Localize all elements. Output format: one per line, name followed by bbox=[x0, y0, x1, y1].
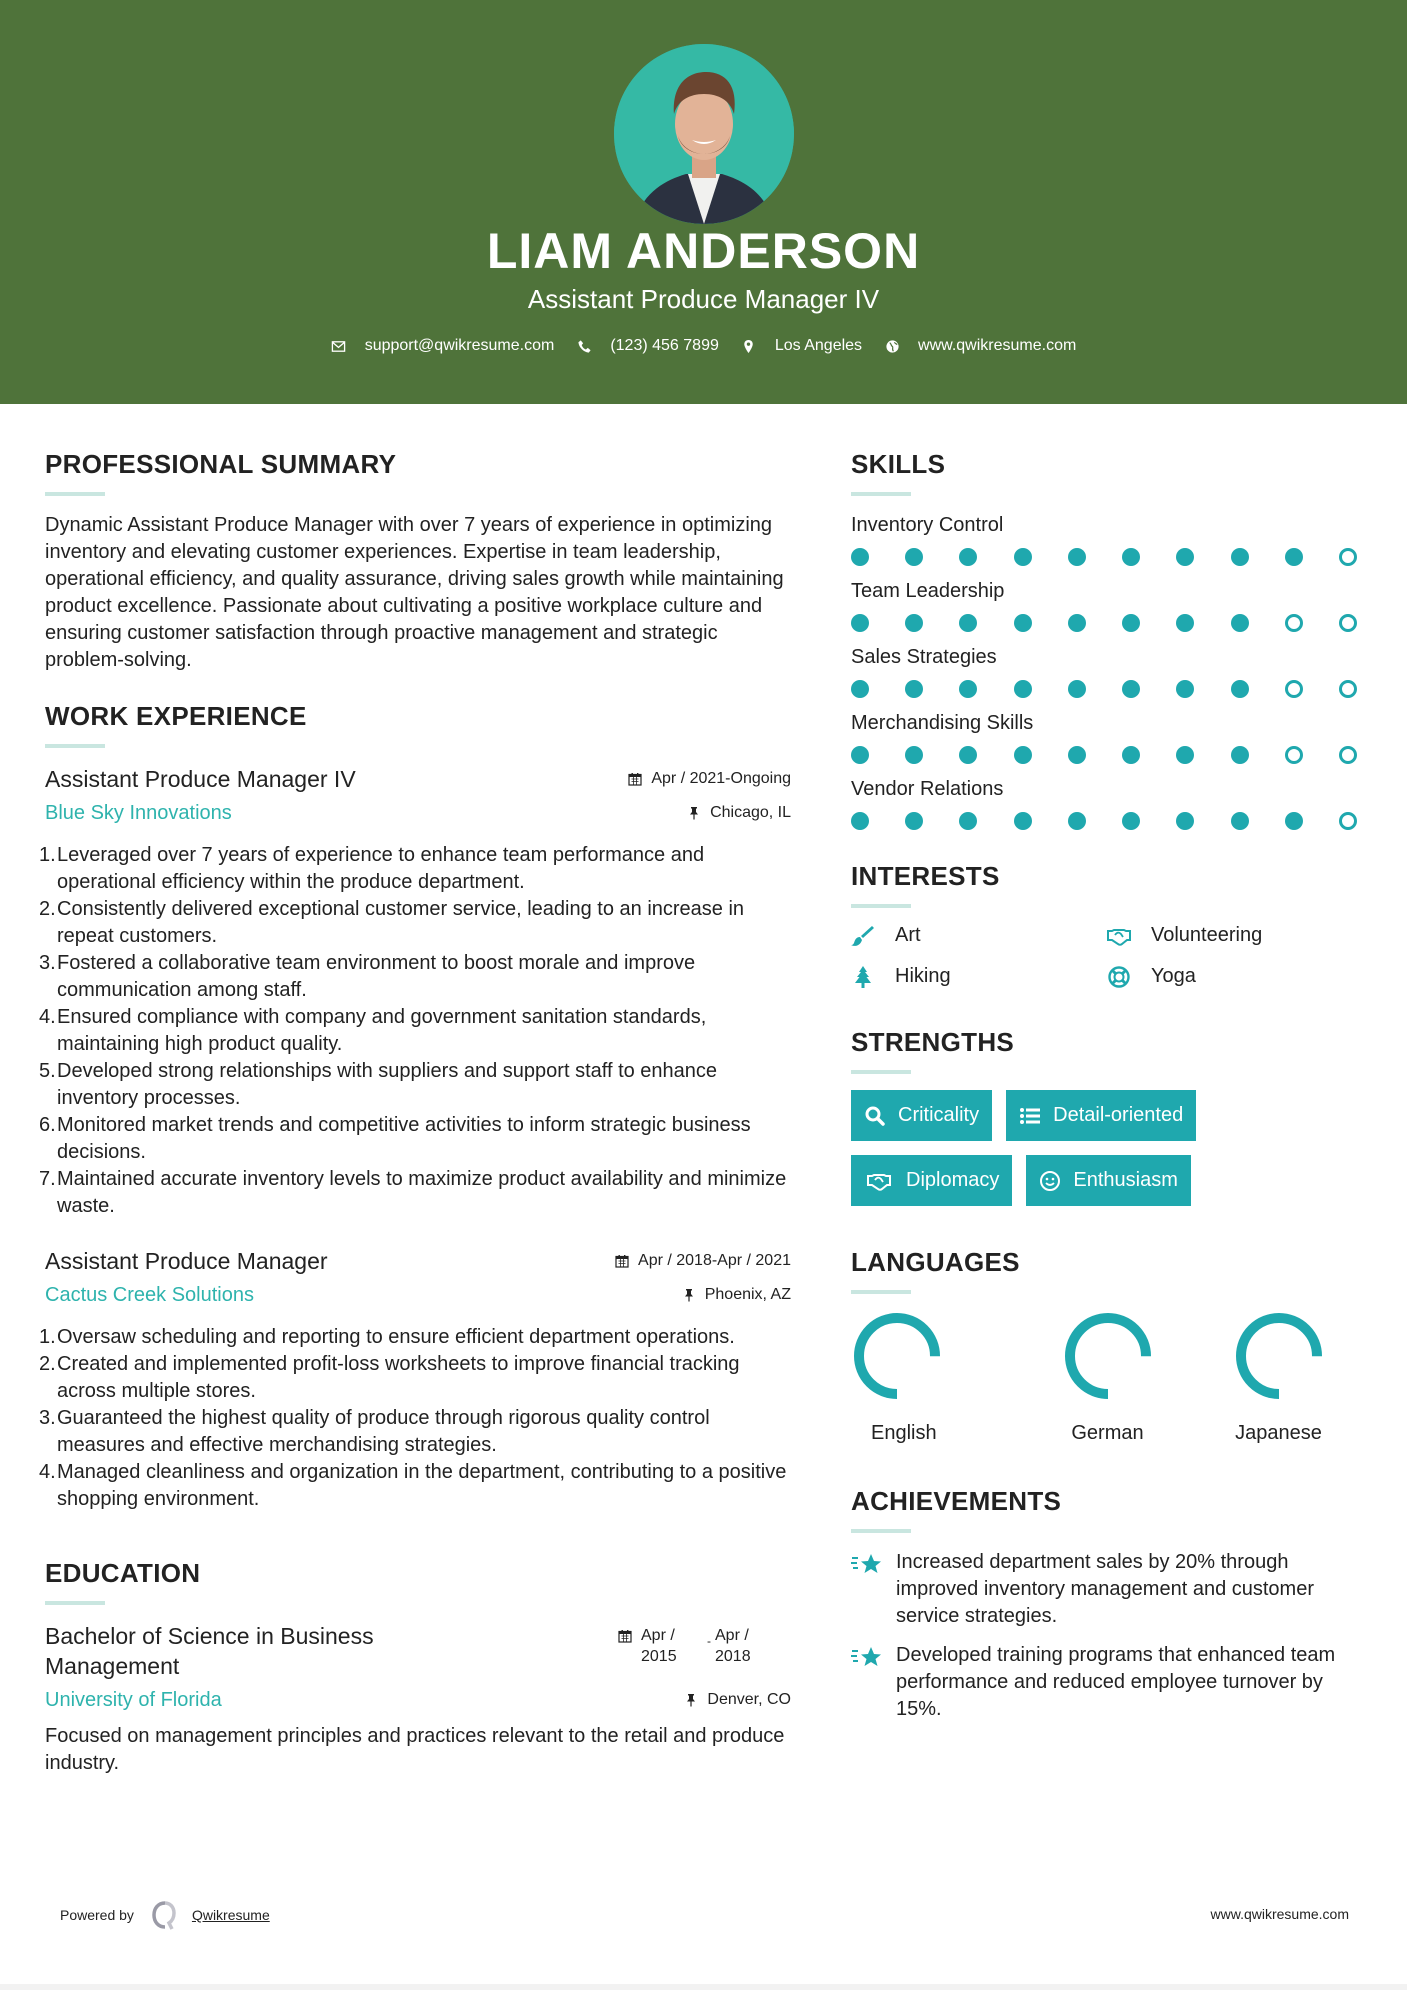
language-proficiency-ring bbox=[1062, 1310, 1154, 1402]
heading-underline bbox=[851, 1529, 911, 1533]
language-name: English bbox=[871, 1422, 937, 1444]
rating-dot-empty bbox=[1339, 548, 1357, 566]
duty-item: 3. Fostered a collaborative team environment to boost morale and improve communication among staff. bbox=[39, 952, 696, 1001]
list-icon bbox=[1019, 1105, 1041, 1127]
section-heading: ACHIEVEMENTS bbox=[851, 1486, 1062, 1516]
email-text: support@qwikresume.com bbox=[364, 337, 555, 354]
duty-item: 2. Created and implemented profit-loss worksheets to improve financial tracking across multiple stores. bbox=[39, 1353, 740, 1402]
degree-title: Bachelor of Science in Business Management bbox=[45, 1623, 374, 1679]
section-heading: STRENGTHS bbox=[851, 1027, 1015, 1057]
job-dates-text: Apr / 2018-Apr / 2021 bbox=[638, 1252, 791, 1269]
phone-text: (123) 456 7899 bbox=[610, 337, 719, 354]
rating-dot-filled bbox=[851, 614, 869, 632]
education-dates bbox=[618, 1625, 755, 1667]
skill-item bbox=[851, 644, 1371, 698]
duty-item: 2. Consistently delivered exceptional customer service, leading to an increase in repeat customers. bbox=[39, 898, 745, 947]
globe-icon bbox=[884, 338, 900, 354]
language-proficiency-ring bbox=[851, 1310, 943, 1402]
language-proficiency-ring bbox=[1233, 1310, 1325, 1402]
qwikresume-link[interactable]: Qwikresume bbox=[191, 1907, 270, 1923]
achievements-section bbox=[851, 1485, 1371, 1723]
education-description: Focused on management principles and practices relevant to the retail and produce industry. bbox=[45, 1725, 785, 1774]
candidate-title: Assistant Produce Manager IV bbox=[527, 284, 880, 314]
experience-section bbox=[39, 700, 791, 1513]
duty-item: 1. Oversaw scheduling and reporting to ensure efficient department operations. bbox=[39, 1326, 735, 1348]
map-marker-icon bbox=[741, 338, 757, 354]
rating-dot-filled bbox=[1068, 812, 1086, 830]
rating-dot-filled bbox=[905, 548, 923, 566]
company-name: Blue Sky Innovations bbox=[45, 802, 232, 824]
handshake-icon bbox=[864, 1170, 894, 1192]
duty-item: 5. Developed strong relationships with suppliers and support staff to enhance inventory processes. bbox=[39, 1060, 718, 1109]
rating-dot-filled bbox=[1068, 614, 1086, 632]
powered-by bbox=[60, 1900, 270, 1930]
interest-item bbox=[851, 965, 1107, 988]
strength-label: Detail-oriented bbox=[1053, 1104, 1184, 1126]
summary-section bbox=[45, 448, 791, 674]
footer-website[interactable]: www.qwikresume.com bbox=[1210, 1906, 1349, 1922]
right-column bbox=[851, 448, 1371, 1735]
duty-item: 6. Monitored market trends and competitive activities to inform strategic business decisions. bbox=[39, 1114, 751, 1163]
strength-tag bbox=[1026, 1155, 1191, 1206]
job-dates bbox=[628, 770, 791, 788]
shooting-star-icon bbox=[851, 1642, 885, 1672]
left-column bbox=[39, 448, 791, 1777]
interest-label: Hiking bbox=[895, 965, 951, 987]
rating-dot-filled bbox=[905, 614, 923, 632]
job-title: Assistant Produce Manager IV bbox=[45, 766, 356, 792]
location-text: Los Angeles bbox=[774, 337, 863, 354]
section-heading: WORK EXPERIENCE bbox=[45, 701, 307, 731]
interest-item bbox=[851, 924, 1107, 947]
rating-dot-filled bbox=[1068, 680, 1086, 698]
section-heading: PROFESSIONAL SUMMARY bbox=[45, 449, 397, 479]
website-text: www.qwikresume.com bbox=[918, 337, 1077, 354]
interest-item bbox=[1107, 965, 1357, 988]
skill-rating bbox=[851, 548, 1357, 566]
duty-item: 4. Ensured compliance with company and government sanitation standards, maintaining high product quality. bbox=[39, 1006, 707, 1055]
rating-dot-filled bbox=[1068, 548, 1086, 566]
rating-dot-filled bbox=[1122, 812, 1140, 830]
rating-dot-filled bbox=[959, 548, 977, 566]
achievement-item bbox=[851, 1549, 1371, 1630]
rating-dot-filled bbox=[1068, 746, 1086, 764]
pushpin-icon bbox=[687, 806, 701, 820]
calendar-icon bbox=[615, 1254, 629, 1268]
heading-underline bbox=[851, 1070, 911, 1074]
rating-dot-empty bbox=[1285, 746, 1303, 764]
rating-dot-filled bbox=[1176, 548, 1194, 566]
job-location-text: Chicago, IL bbox=[710, 804, 791, 821]
strength-tag bbox=[851, 1155, 1012, 1206]
envelope-icon bbox=[331, 338, 347, 354]
rating-dot-filled bbox=[959, 680, 977, 698]
person-portrait-icon bbox=[614, 44, 794, 224]
rating-dot-filled bbox=[851, 680, 869, 698]
heading-underline bbox=[851, 1290, 911, 1294]
language-item bbox=[1193, 1310, 1364, 1445]
education-end-date: Apr / 2018 bbox=[715, 1627, 751, 1665]
calendar-icon bbox=[628, 772, 642, 786]
rating-dot-empty bbox=[1339, 680, 1357, 698]
achievement-item bbox=[851, 1642, 1371, 1723]
search-icon bbox=[864, 1105, 886, 1127]
rating-dot-filled bbox=[905, 680, 923, 698]
company-name: Cactus Creek Solutions bbox=[45, 1284, 254, 1306]
language-name: German bbox=[1071, 1422, 1144, 1444]
rating-dot-filled bbox=[1122, 614, 1140, 632]
skill-item bbox=[851, 710, 1371, 764]
heading-underline bbox=[851, 492, 911, 496]
rating-dot-filled bbox=[1014, 680, 1032, 698]
skill-rating bbox=[851, 614, 1357, 632]
school-name: University of Florida bbox=[45, 1689, 222, 1711]
section-heading: SKILLS bbox=[851, 449, 946, 479]
rating-dot-empty bbox=[1285, 680, 1303, 698]
skill-rating bbox=[851, 746, 1357, 764]
strength-label: Diplomacy bbox=[906, 1169, 1000, 1191]
tree-icon bbox=[851, 966, 877, 988]
duties-list bbox=[39, 842, 791, 1220]
skill-name: Team Leadership bbox=[851, 580, 1005, 602]
pushpin-icon bbox=[684, 1693, 698, 1707]
rating-dot-filled bbox=[1014, 548, 1032, 566]
rating-dot-empty bbox=[1285, 614, 1303, 632]
rating-dot-filled bbox=[1014, 614, 1032, 632]
heading-underline bbox=[45, 492, 105, 496]
job-entry bbox=[39, 764, 791, 1220]
skills-section bbox=[851, 448, 1371, 830]
language-name: Japanese bbox=[1235, 1422, 1322, 1444]
rating-dot-empty bbox=[1339, 746, 1357, 764]
rating-dot-filled bbox=[851, 548, 869, 566]
job-location-text: Phoenix, AZ bbox=[704, 1286, 791, 1303]
language-item bbox=[1022, 1310, 1193, 1445]
strength-label: Enthusiasm bbox=[1073, 1169, 1178, 1191]
powered-by-label: Powered by bbox=[60, 1907, 134, 1923]
interest-item bbox=[1107, 924, 1357, 947]
interest-label: Volunteering bbox=[1151, 924, 1263, 946]
rating-dot-filled bbox=[959, 614, 977, 632]
duty-item: 7. Maintained accurate inventory levels to maximize product availability and minimize waste. bbox=[39, 1168, 787, 1217]
summary-text: Dynamic Assistant Produce Manager with over 7 years of experience in optimizing inventory and elevating customer experiences. Expertise in team leadership, operational efficiency, and quality assurance, driving sales growth while maintaining product excellence. Passionate about cultivating a positive workplace culture and ensuring customer satisfaction through proactive management and strategic problem-solving. bbox=[45, 514, 784, 671]
phone-icon bbox=[576, 338, 592, 354]
language-item bbox=[851, 1310, 1022, 1445]
rating-dot-empty bbox=[1339, 812, 1357, 830]
heading-underline bbox=[851, 904, 911, 908]
skill-name: Inventory Control bbox=[851, 514, 1004, 536]
profile-photo bbox=[614, 44, 794, 224]
rating-dot-filled bbox=[1231, 680, 1249, 698]
rating-dot-filled bbox=[851, 812, 869, 830]
achievement-text: Increased department sales by 20% through improved inventory management and customer service strategies. bbox=[896, 1551, 1314, 1627]
qwikresume-logo-icon bbox=[150, 1900, 180, 1930]
candidate-name: LIAM ANDERSON bbox=[486, 223, 921, 279]
rating-dot-filled bbox=[1231, 548, 1249, 566]
shooting-star-icon bbox=[851, 1549, 885, 1579]
contact-website[interactable] bbox=[884, 337, 1076, 355]
job-location bbox=[687, 804, 791, 822]
heading-underline bbox=[45, 1601, 105, 1605]
duty-item: 1. Leveraged over 7 years of experience to enhance team performance and operational efficiency within the produce department. bbox=[39, 844, 705, 893]
skill-name: Vendor Relations bbox=[851, 778, 1004, 800]
skill-name: Merchandising Skills bbox=[851, 712, 1034, 734]
skill-rating bbox=[851, 680, 1357, 698]
section-heading: LANGUAGES bbox=[851, 1247, 1020, 1277]
education-location bbox=[684, 1691, 791, 1709]
rating-dot-filled bbox=[1231, 746, 1249, 764]
rating-dot-filled bbox=[851, 746, 869, 764]
rating-dot-filled bbox=[905, 812, 923, 830]
skill-item bbox=[851, 776, 1371, 830]
calendar-icon bbox=[618, 1629, 632, 1643]
section-heading: INTERESTS bbox=[851, 861, 1000, 891]
job-title: Assistant Produce Manager bbox=[45, 1248, 328, 1274]
page-bottom-edge bbox=[0, 1984, 1407, 1990]
rating-dot-filled bbox=[1231, 812, 1249, 830]
rating-dot-filled bbox=[1014, 812, 1032, 830]
education-location-text: Denver, CO bbox=[707, 1691, 791, 1708]
duty-item: 4. Managed cleanliness and organization in the department, contributing to a positive shopping environment. bbox=[39, 1461, 787, 1510]
rating-dot-filled bbox=[1122, 746, 1140, 764]
paintbrush-icon bbox=[851, 925, 877, 947]
rating-dot-filled bbox=[1231, 614, 1249, 632]
heading-underline bbox=[45, 744, 105, 748]
smile-icon bbox=[1039, 1170, 1061, 1192]
strength-tag bbox=[1006, 1090, 1196, 1141]
rating-dot-filled bbox=[1122, 680, 1140, 698]
rating-dot-empty bbox=[1339, 614, 1357, 632]
rating-dot-filled bbox=[905, 746, 923, 764]
job-location bbox=[682, 1286, 791, 1304]
rating-dot-filled bbox=[1285, 812, 1303, 830]
date-separator: - bbox=[707, 1634, 711, 1648]
skill-item bbox=[851, 578, 1371, 632]
achievement-text: Developed training programs that enhanced team performance and reduced employee turnover by 15%. bbox=[896, 1644, 1336, 1720]
contact-location bbox=[741, 337, 862, 355]
life-ring-icon bbox=[1107, 966, 1133, 988]
rating-dot-filled bbox=[959, 812, 977, 830]
resume-header bbox=[0, 0, 1407, 404]
contact-bar bbox=[0, 337, 1407, 355]
strength-tag bbox=[851, 1090, 992, 1141]
rating-dot-filled bbox=[1176, 680, 1194, 698]
rating-dot-filled bbox=[959, 746, 977, 764]
contact-phone[interactable] bbox=[576, 337, 719, 355]
job-dates-text: Apr / 2021-Ongoing bbox=[651, 770, 791, 787]
skill-name: Sales Strategies bbox=[851, 646, 997, 668]
interest-label: Art bbox=[895, 924, 921, 946]
pushpin-icon bbox=[682, 1288, 696, 1302]
job-entry bbox=[39, 1246, 791, 1513]
skill-item bbox=[851, 512, 1371, 566]
rating-dot-filled bbox=[1176, 614, 1194, 632]
skills-list bbox=[851, 512, 1371, 830]
contact-email[interactable] bbox=[331, 337, 555, 355]
education-start-date: Apr / 2015 bbox=[641, 1627, 677, 1665]
languages-section bbox=[851, 1246, 1371, 1445]
duties-list bbox=[39, 1324, 791, 1513]
strength-label: Criticality bbox=[898, 1104, 980, 1126]
strengths-section bbox=[851, 1026, 1371, 1206]
interest-label: Yoga bbox=[1151, 965, 1196, 987]
rating-dot-filled bbox=[1176, 746, 1194, 764]
interests-section bbox=[851, 860, 1371, 988]
rating-dot-filled bbox=[1285, 548, 1303, 566]
rating-dot-filled bbox=[1176, 812, 1194, 830]
rating-dot-filled bbox=[1122, 548, 1140, 566]
handshake-icon bbox=[1107, 925, 1133, 947]
rating-dot-filled bbox=[1014, 746, 1032, 764]
duty-item: 3. Guaranteed the highest quality of produce through rigorous quality control measures and effective merchandising strategies. bbox=[39, 1407, 710, 1456]
skill-rating bbox=[851, 812, 1357, 830]
job-dates bbox=[615, 1252, 791, 1270]
education-section bbox=[45, 1557, 791, 1777]
section-heading: EDUCATION bbox=[45, 1558, 201, 1588]
